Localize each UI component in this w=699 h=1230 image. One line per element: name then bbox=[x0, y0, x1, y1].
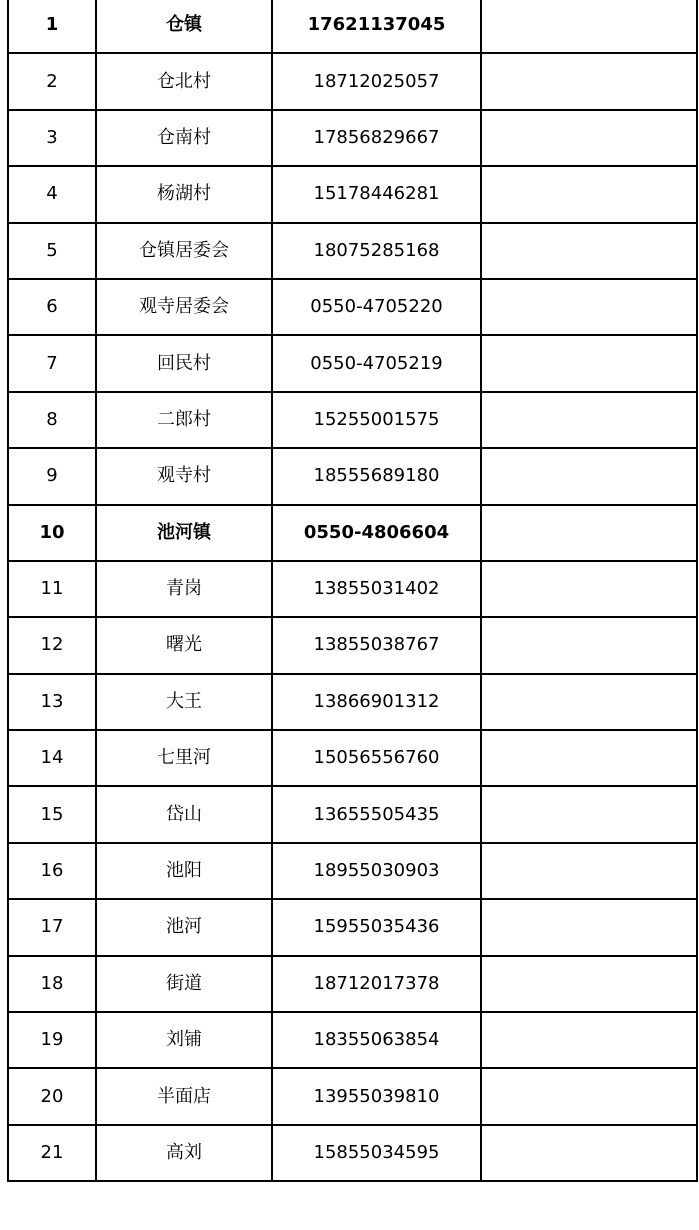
phone-number-cell: 13655505435 bbox=[272, 786, 481, 842]
location-name-cell: 仓镇居委会 bbox=[96, 223, 272, 279]
location-name-cell: 仓南村 bbox=[96, 110, 272, 166]
table-row bbox=[8, 843, 697, 899]
row-number-cell: 21 bbox=[8, 1125, 96, 1181]
row-number-cell: 11 bbox=[8, 561, 96, 617]
location-name-cell: 仓镇 bbox=[96, 0, 272, 53]
empty-cell bbox=[481, 110, 697, 166]
location-name-cell: 池阳 bbox=[96, 843, 272, 899]
table-row bbox=[8, 53, 697, 109]
empty-cell bbox=[481, 843, 697, 899]
row-number-cell: 10 bbox=[8, 505, 96, 561]
row-number-cell: 8 bbox=[8, 392, 96, 448]
phone-number-cell: 0550-4705219 bbox=[272, 335, 481, 391]
phone-number-cell: 15855034595 bbox=[272, 1125, 481, 1181]
table-row bbox=[8, 0, 697, 53]
row-number-cell: 16 bbox=[8, 843, 96, 899]
table-row bbox=[8, 110, 697, 166]
phone-number-cell: 18355063854 bbox=[272, 1012, 481, 1068]
location-name-cell: 池河 bbox=[96, 899, 272, 955]
row-number-cell: 5 bbox=[8, 223, 96, 279]
table-row bbox=[8, 335, 697, 391]
row-number-cell: 7 bbox=[8, 335, 96, 391]
phone-number-cell: 13855031402 bbox=[272, 561, 481, 617]
location-name-cell: 七里河 bbox=[96, 730, 272, 786]
empty-cell bbox=[481, 53, 697, 109]
empty-cell bbox=[481, 279, 697, 335]
phone-number-cell: 17856829667 bbox=[272, 110, 481, 166]
location-name-cell: 街道 bbox=[96, 956, 272, 1012]
phone-number-cell: 18712025057 bbox=[272, 53, 481, 109]
phone-number-cell: 18075285168 bbox=[272, 223, 481, 279]
row-number-cell: 4 bbox=[8, 166, 96, 222]
table-row bbox=[8, 1068, 697, 1124]
empty-cell bbox=[481, 0, 697, 53]
contact-table bbox=[7, 0, 698, 1182]
location-name-cell: 池河镇 bbox=[96, 505, 272, 561]
location-name-cell: 高刘 bbox=[96, 1125, 272, 1181]
empty-cell bbox=[481, 561, 697, 617]
contact-table-body bbox=[8, 0, 697, 1181]
location-name-cell: 回民村 bbox=[96, 335, 272, 391]
table-row bbox=[8, 617, 697, 673]
phone-number-cell: 13866901312 bbox=[272, 674, 481, 730]
empty-cell bbox=[481, 223, 697, 279]
location-name-cell: 青岗 bbox=[96, 561, 272, 617]
location-name-cell: 半面店 bbox=[96, 1068, 272, 1124]
table-row bbox=[8, 730, 697, 786]
phone-number-cell: 13855038767 bbox=[272, 617, 481, 673]
empty-cell bbox=[481, 1012, 697, 1068]
phone-number-cell: 15955035436 bbox=[272, 899, 481, 955]
row-number-cell: 1 bbox=[8, 0, 96, 53]
row-number-cell: 14 bbox=[8, 730, 96, 786]
empty-cell bbox=[481, 505, 697, 561]
location-name-cell: 岱山 bbox=[96, 786, 272, 842]
table-row bbox=[8, 1012, 697, 1068]
table-row bbox=[8, 448, 697, 504]
location-name-cell: 二郎村 bbox=[96, 392, 272, 448]
table-row bbox=[8, 956, 697, 1012]
empty-cell bbox=[481, 617, 697, 673]
empty-cell bbox=[481, 956, 697, 1012]
table-row bbox=[8, 166, 697, 222]
phone-number-cell: 18712017378 bbox=[272, 956, 481, 1012]
phone-number-cell: 17621137045 bbox=[272, 0, 481, 53]
phone-number-cell: 18955030903 bbox=[272, 843, 481, 899]
row-number-cell: 19 bbox=[8, 1012, 96, 1068]
location-name-cell: 杨湖村 bbox=[96, 166, 272, 222]
phone-number-cell: 0550-4705220 bbox=[272, 279, 481, 335]
phone-number-cell: 15056556760 bbox=[272, 730, 481, 786]
location-name-cell: 观寺村 bbox=[96, 448, 272, 504]
empty-cell bbox=[481, 448, 697, 504]
empty-cell bbox=[481, 166, 697, 222]
phone-number-cell: 13955039810 bbox=[272, 1068, 481, 1124]
empty-cell bbox=[481, 392, 697, 448]
row-number-cell: 3 bbox=[8, 110, 96, 166]
row-number-cell: 9 bbox=[8, 448, 96, 504]
phone-number-cell: 15178446281 bbox=[272, 166, 481, 222]
table-row bbox=[8, 223, 697, 279]
row-number-cell: 2 bbox=[8, 53, 96, 109]
row-number-cell: 15 bbox=[8, 786, 96, 842]
row-number-cell: 17 bbox=[8, 899, 96, 955]
table-row bbox=[8, 674, 697, 730]
empty-cell bbox=[481, 674, 697, 730]
row-number-cell: 6 bbox=[8, 279, 96, 335]
phone-number-cell: 18555689180 bbox=[272, 448, 481, 504]
location-name-cell: 大王 bbox=[96, 674, 272, 730]
empty-cell bbox=[481, 899, 697, 955]
table-row bbox=[8, 561, 697, 617]
table-row bbox=[8, 786, 697, 842]
empty-cell bbox=[481, 786, 697, 842]
row-number-cell: 20 bbox=[8, 1068, 96, 1124]
table-row bbox=[8, 899, 697, 955]
table-row bbox=[8, 505, 697, 561]
location-name-cell: 刘铺 bbox=[96, 1012, 272, 1068]
empty-cell bbox=[481, 1068, 697, 1124]
table-row bbox=[8, 392, 697, 448]
phone-number-cell: 0550-4806604 bbox=[272, 505, 481, 561]
location-name-cell: 曙光 bbox=[96, 617, 272, 673]
table-row bbox=[8, 1125, 697, 1181]
phone-number-cell: 15255001575 bbox=[272, 392, 481, 448]
row-number-cell: 12 bbox=[8, 617, 96, 673]
empty-cell bbox=[481, 730, 697, 786]
table-row bbox=[8, 279, 697, 335]
location-name-cell: 仓北村 bbox=[96, 53, 272, 109]
empty-cell bbox=[481, 335, 697, 391]
row-number-cell: 18 bbox=[8, 956, 96, 1012]
row-number-cell: 13 bbox=[8, 674, 96, 730]
location-name-cell: 观寺居委会 bbox=[96, 279, 272, 335]
empty-cell bbox=[481, 1125, 697, 1181]
